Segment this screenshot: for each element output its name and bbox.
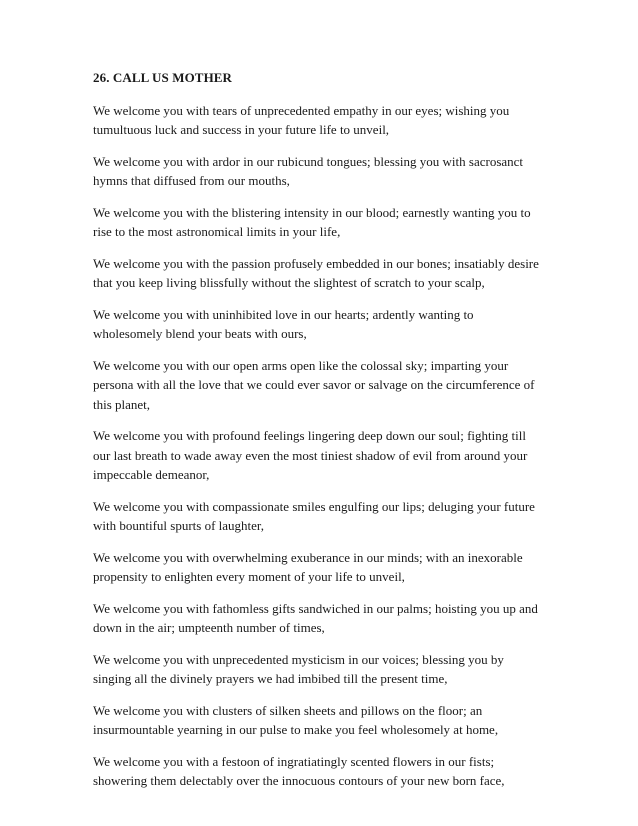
stanza-line: our last breath to wade away even the most tiniest shadow of evil from around your: [93, 447, 528, 463]
stanza-line: wholesomely blend your beats with ours,: [93, 326, 307, 341]
stanza-line: We welcome you with clusters of silken sheets and pillows on the floor; an: [93, 702, 483, 718]
stanza-line: propensity to enlighten every moment of your life to unveil,: [93, 569, 405, 584]
stanza-line: We welcome you with our open arms open like the colossal sky; imparting your: [93, 357, 509, 373]
stanza-line: down in the air; umpteenth number of times,: [93, 620, 325, 635]
stanza-line: rise to the most astronomical limits in your life,: [93, 224, 341, 239]
stanza-line: We welcome you with uninhibited love in our hearts; ardently wanting to: [93, 306, 474, 322]
stanza: [93, 203, 553, 242]
stanza: [93, 152, 553, 191]
stanza-line: We welcome you with compassionate smiles engulfing our lips; deluging your future: [93, 498, 535, 514]
stanza-line: showering them delectably over the innocuous contours of your new born face,: [93, 773, 505, 788]
stanza: [93, 599, 553, 638]
stanza-line: We welcome you with fathomless gifts sandwiched in our palms; hoisting you up and: [93, 600, 538, 616]
document-body: [93, 68, 553, 791]
poem-title: 26. CALL US MOTHER: [93, 70, 233, 85]
stanza-line: with bountiful spurts of laughter,: [93, 518, 264, 533]
stanza: [93, 305, 553, 344]
stanza: [93, 650, 553, 689]
stanza-line: We welcome you with profound feelings lingering deep down our soul; fighting till: [93, 428, 526, 443]
stanza-line: hymns that diffused from our mouths,: [93, 173, 290, 188]
stanza-line: We welcome you with overwhelming exuberance in our minds; with an inexorable: [93, 549, 523, 565]
stanza-line: tumultuous luck and success in your future life to unveil,: [93, 122, 390, 137]
stanza-line: We welcome you with unprecedented mysticism in our voices; blessing you by: [93, 651, 504, 667]
stanza: [93, 752, 553, 791]
stanza-line: singing all the divinely prayers we had imbibed till the present time,: [93, 671, 448, 686]
stanza-line: this planet,: [93, 396, 151, 412]
stanza-line: We welcome you with tears of unprecedented empathy in our eyes; wishing you: [93, 102, 510, 118]
stanza-line: We welcome you with ardor in our rubicund tongues; blessing you with sacrosanct: [93, 153, 524, 169]
stanza: [93, 426, 553, 485]
stanza-line: impeccable demeanor,: [93, 467, 210, 482]
stanza: [93, 548, 553, 587]
stanza-line: We welcome you with a festoon of ingratiatingly scented flowers in our fists;: [93, 753, 495, 769]
stanza-line: We welcome you with the passion profusely embedded in our bones; insatiably desire: [93, 255, 539, 271]
poem-stanzas: [93, 101, 553, 791]
stanza: [93, 101, 553, 140]
stanza-line: persona with all the love that we could ever savor or salvage on the circumference of: [93, 377, 535, 392]
stanza-line: insurmountable yearning in our pulse to make you feel wholesomely at home,: [93, 722, 499, 737]
stanza: [93, 356, 553, 415]
stanza: [93, 497, 553, 536]
stanza: [93, 254, 553, 293]
stanza: [93, 701, 553, 740]
stanza-line: We welcome you with the blistering intensity in our blood; earnestly wanting you to: [93, 204, 531, 220]
stanza-line: that you keep living blissfully without the slightest of scratch to your scalp,: [93, 275, 485, 290]
